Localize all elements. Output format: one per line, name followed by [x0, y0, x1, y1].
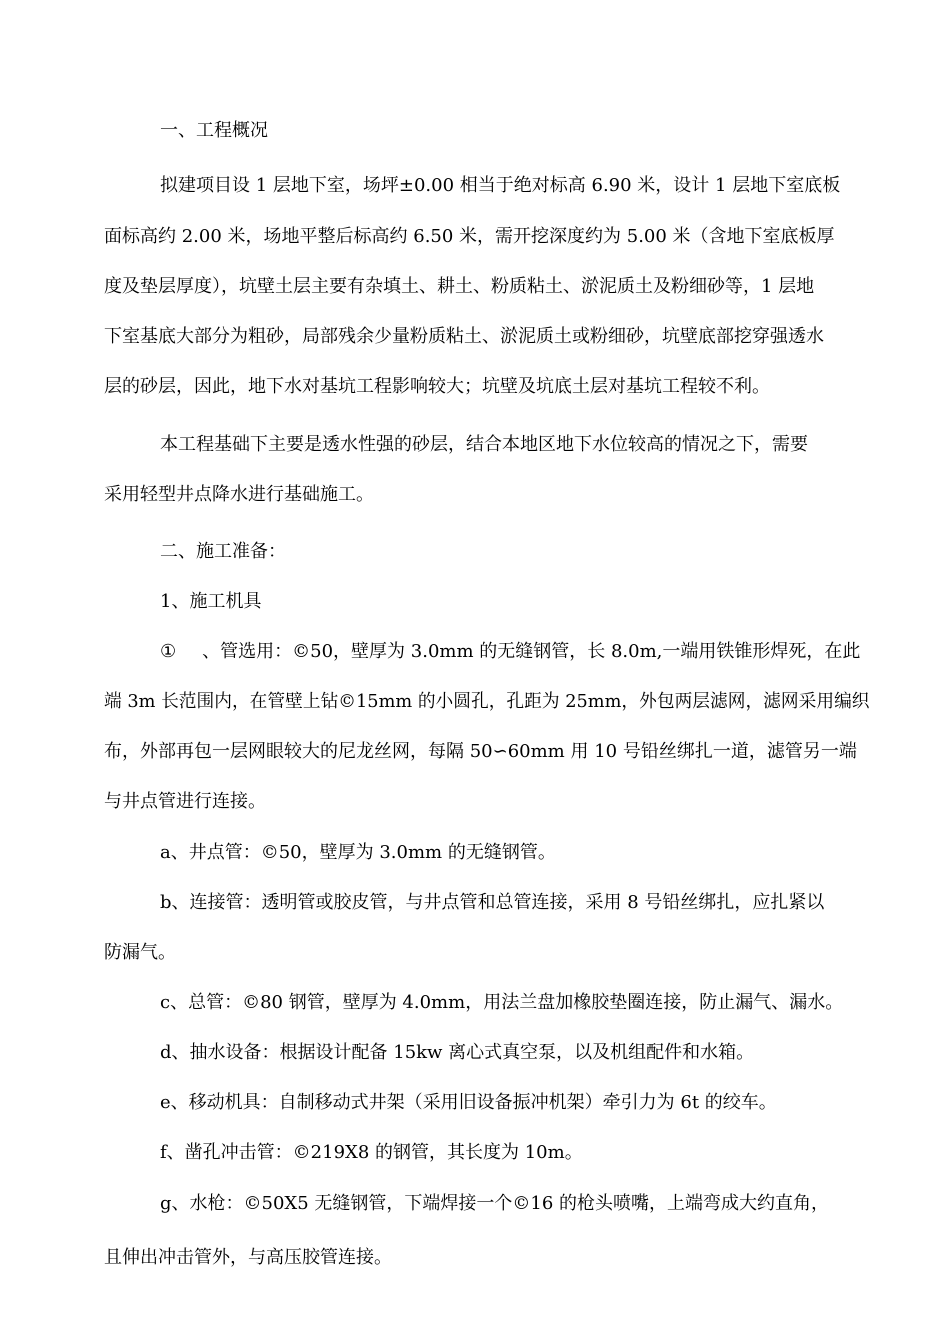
paragraph-line: 本工程基础下主要是透水性强的砂层，结合本地区地下水位较高的情况之下，需要	[160, 434, 808, 455]
paragraph-line: 层的砂层，因此，地下水对基坑工程影响较大；坑壁及坑底土层对基坑工程较不利。	[104, 376, 770, 397]
paragraph-line: 布，外部再包一层网眼较大的尼龙丝网，每隔 50∽60mm 用 10 号铅丝绑扎一道，滤管另一端	[104, 741, 857, 762]
section-heading-overview: 一、工程概况	[160, 120, 268, 141]
list-item-f: f、凿孔冲击管：©219X8 的钢管，其长度为 10m。	[160, 1142, 583, 1163]
circled-number-marker: ①	[160, 641, 177, 662]
list-item-b: b、连接管：透明管或胶皮管，与井点管和总管连接，采用 8 号铅丝绑扎，应扎紧以	[160, 892, 825, 913]
paragraph-line: 下室基底大部分为粗砂，局部残余少量粉质粘土、淤泥质土或粉细砂，坑壁底部挖穿强透水	[104, 326, 824, 347]
paragraph-line: 端 3m 长范围内，在管壁上钻©15mm 的小圆孔，孔距为 25mm，外包两层滤网，滤网采用编织	[104, 691, 870, 712]
list-item-c: c、总管：©80 钢管，壁厚为 4.0mm，用法兰盘加橡胶垫圈连接，防止漏气、漏水。	[160, 992, 844, 1013]
section-heading-preparation: 二、施工准备：	[160, 541, 286, 562]
paragraph-line: 防漏气。	[104, 942, 176, 963]
paragraph-line: 度及垫层厚度），坑壁土层主要有杂填土、耕土、粉质粘土、淤泥质土及粉细砂等，1 层地	[104, 276, 815, 297]
list-item-a: a、井点管：©50，壁厚为 3.0mm 的无缝钢管。	[160, 842, 556, 863]
paragraph-line: 采用轻型井点降水进行基础施工。	[104, 484, 374, 505]
paragraph-line: 面标高约 2.00 米，场地平整后标高约 6.50 米，需开挖深度约为 5.00 米（含地下室底板厚	[104, 226, 835, 247]
list-item-line	[160, 640, 860, 664]
list-item-text: 、管选用：©50，壁厚为 3.0mm 的无缝钢管，长 8.0m,一端用铁锥形焊死，在此	[202, 641, 861, 662]
list-item-d: d、抽水设备：根据设计配备 15kw 离心式真空泵，以及机组配件和水箱。	[160, 1042, 755, 1063]
subsection-heading-tools: 1、施工机具	[160, 591, 262, 612]
paragraph-line: 拟建项目设 1 层地下室，场坪±0.00 相当于绝对标高 6.90 米，设计 1 层地下室底板	[160, 175, 841, 196]
paragraph-line: 与井点管进行连接。	[104, 791, 266, 812]
list-item-g: g、水枪：©50X5 无缝钢管，下端焊接一个©16 的枪头喷嘴，上端弯成大约直角，	[160, 1193, 830, 1214]
list-item-e: e、移动机具：自制移动式井架（采用旧设备振冲机架）牵引力为 6t 的绞车。	[160, 1092, 777, 1113]
paragraph-line: 且伸出冲击管外，与高压胶管连接。	[104, 1247, 392, 1268]
